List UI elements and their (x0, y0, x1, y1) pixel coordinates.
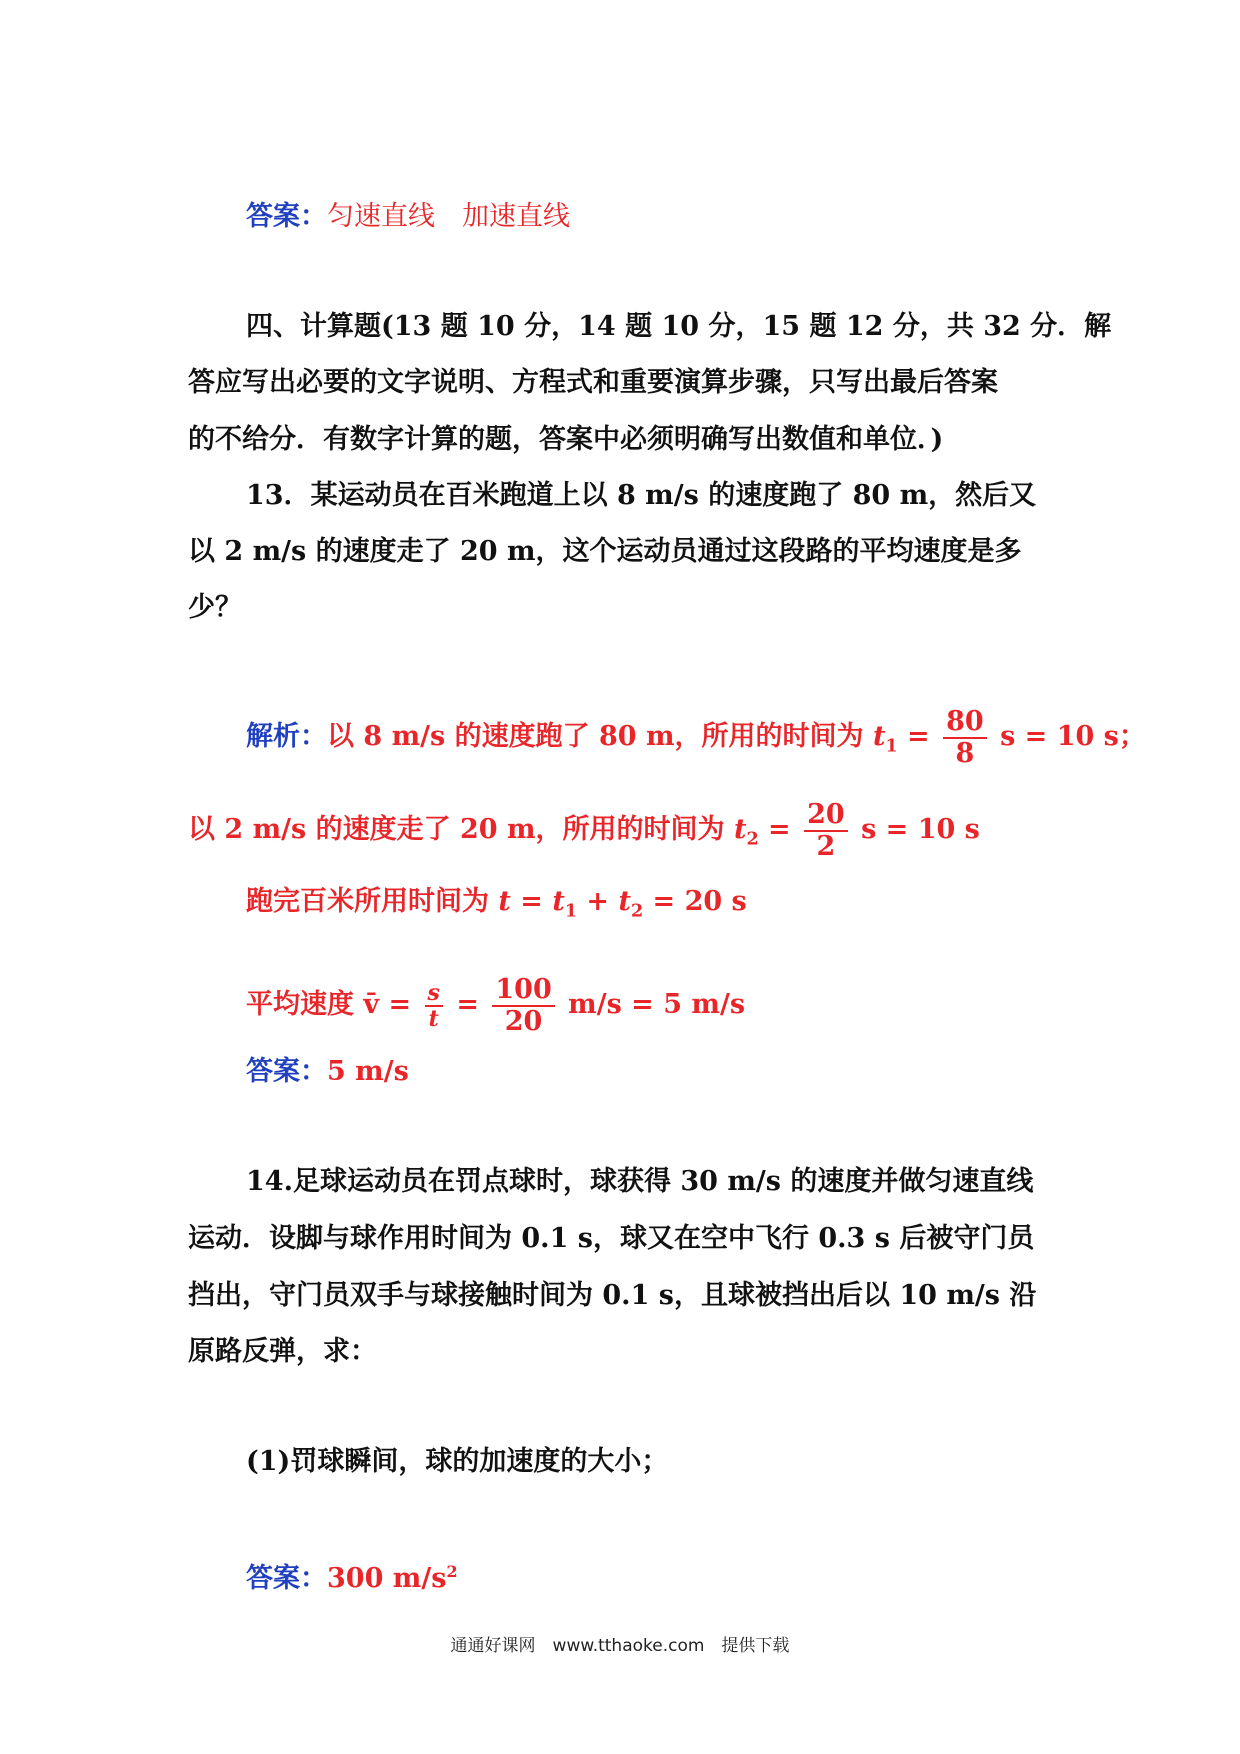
q13-line-2: 以 2 m/s 的速度走了 20 m，这个运动员通过这段路的平均速度是多 (188, 536, 1022, 567)
section-instructions-2: 答应写出必要的文字说明、方程式和重要演算步骤，只写出最后答案 (188, 367, 998, 398)
q14-line-4: 原路反弹，求： (188, 1336, 377, 1367)
answer-value: 5 m/s (327, 1056, 409, 1087)
solution-line-2: 以 2 m/s 的速度走了 20 m，所用的时间为 $t_2$ = $\frac{20}{2}$ s = 10 s (188, 799, 980, 862)
solution-line-1 (246, 707, 1146, 768)
fraction-20-2: $\frac{20}{2}$ (804, 800, 848, 861)
mean-velocity-symbol: v̄ (363, 989, 380, 1021)
answer-label: 答案： (246, 1056, 327, 1087)
answer-line-3 (246, 1557, 458, 1594)
section-instructions-1: (13 题 10 分，14 题 10 分，15 题 12 分，共 32 分．解 (381, 311, 1112, 342)
q14-line-1: 14.足球运动员在罚点球时，球获得 30 m/s 的速度并做匀速直线 (246, 1166, 1034, 1197)
solution-line-3: 跑完百米所用时间为 $t = t_1 + t_2 = 20$ s (246, 886, 747, 922)
q14-line-2: 运动．设脚与球作用时间为 0.1 s，球又在空中飞行 0.3 s 后被守门员 (188, 1223, 1035, 1254)
solution-label: 解析： (246, 721, 327, 753)
section-heading: 四、计算题 (246, 311, 381, 342)
answer-line-2 (246, 1057, 409, 1087)
solution-step-1: 以 8 m/s 的速度跑了 80 m，所用的时间为 $t_1$ = $\frac{80}{8}$ s = 10 s； (327, 706, 1146, 769)
answer-label: 答案： (246, 201, 327, 232)
section-instructions-3: 的不给分．有数字计算的题，答案中必须明确写出数值和单位．) (188, 424, 944, 455)
answer-value: 300 $m/s^2$ (327, 1562, 458, 1594)
answer-line-1 (246, 202, 570, 232)
answer-label: 答案： (246, 1563, 327, 1594)
fraction-s-t: $\frac{s}{t}$ (425, 981, 443, 1031)
q13-line-1: 13．某运动员在百米跑道上以 8 m/s 的速度跑了 80 m，然后又 (246, 480, 1037, 511)
fraction-100-20: $\frac{100}{20}$ (492, 975, 554, 1036)
solution-line-4: 平均速度 v̄ = $\frac{s}{t}$ = $\frac{100}{20}$ m/s = 5 m/s (246, 974, 746, 1037)
q13-line-3: 少？ (188, 592, 242, 623)
q14-part-1: (1)罚球瞬间，球的加速度的大小； (246, 1446, 669, 1477)
q14-line-3: 挡出，守门员双手与球接触时间为 0.1 s，且球被挡出后以 10 m/s 沿 (188, 1280, 1037, 1311)
answer-value: 匀速直线 加速直线 (327, 201, 570, 232)
fraction-80-8: $\frac{80}{8}$ (943, 707, 987, 768)
page-footer: 通通好课网 www.tthaoke.com 提供下载 (450, 1636, 790, 1656)
section-heading-line (246, 312, 1111, 342)
